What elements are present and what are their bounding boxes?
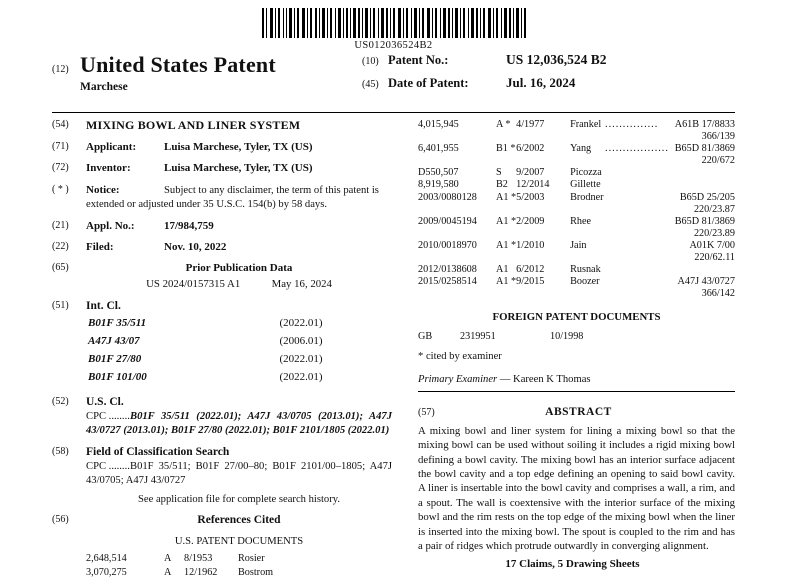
reference-kind: A * bbox=[496, 118, 511, 130]
appl-no-label: Appl. No.: bbox=[86, 220, 135, 233]
reference-date: 2/2009 bbox=[516, 215, 545, 227]
field-of-search-text: B01F 35/511; B01F 27/00–80; B01F 2101/00–1805; A47J 43/0705; A47J 43/0727 bbox=[86, 461, 392, 487]
reference-date: 12/2014 bbox=[516, 178, 550, 190]
code-71: (71) bbox=[52, 141, 69, 153]
code-72: (72) bbox=[52, 162, 69, 174]
reference-kind: A1 * bbox=[496, 191, 517, 203]
int-cl-year: (2022.01) bbox=[279, 316, 323, 329]
reference-classification: A61B 17/8833 bbox=[674, 118, 735, 130]
reference-row bbox=[418, 118, 735, 130]
claims-drawings-line: 17 Claims, 5 Drawing Sheets bbox=[505, 558, 640, 570]
reference-date: 12/1962 bbox=[184, 567, 218, 579]
inventor-label: Inventor: bbox=[86, 162, 131, 175]
field-appl-no bbox=[52, 219, 392, 233]
reference-patent-number: 2003/0080128 bbox=[418, 191, 477, 203]
reference-name: Rosier bbox=[238, 553, 265, 565]
reference-date: 8/1953 bbox=[184, 553, 213, 565]
reference-subclass: 220/23.89 bbox=[693, 227, 735, 239]
reference-kind: A1 * bbox=[496, 275, 517, 287]
reference-patent-number: 2,648,514 bbox=[86, 553, 127, 565]
reference-name: Frankel bbox=[570, 118, 602, 130]
patent-date-row bbox=[362, 75, 735, 91]
reference-subrow bbox=[418, 227, 735, 239]
filed-value: Nov. 10, 2022 bbox=[164, 241, 227, 254]
code-12: (12) bbox=[52, 64, 69, 75]
field-filed bbox=[52, 240, 392, 254]
barcode-image bbox=[262, 8, 526, 38]
reference-dots: ............... bbox=[605, 118, 659, 130]
applicant-label: Applicant: bbox=[86, 141, 137, 154]
prior-publication-date: May 16, 2024 bbox=[271, 278, 332, 291]
reference-dots bbox=[605, 178, 672, 190]
reference-kind: S bbox=[496, 166, 502, 178]
field-inventor bbox=[52, 161, 392, 175]
reference-row bbox=[418, 263, 735, 275]
reference-kind: A bbox=[164, 553, 172, 565]
reference-name: Rusnak bbox=[570, 263, 601, 275]
reference-dots bbox=[605, 239, 672, 251]
field-notice bbox=[52, 183, 392, 213]
reference-name: Brodner bbox=[570, 191, 604, 203]
field-title bbox=[52, 118, 392, 133]
us-cl-lead: CPC ........ bbox=[86, 410, 130, 422]
reference-subrow bbox=[418, 203, 735, 215]
reference-patent-number: 8,919,580 bbox=[418, 178, 459, 190]
invention-title: MIXING BOWL AND LINER SYSTEM bbox=[86, 118, 301, 132]
foreign-date: 10/1998 bbox=[550, 330, 584, 342]
reference-row bbox=[418, 191, 735, 203]
reference-kind: A bbox=[164, 567, 172, 579]
reference-row bbox=[418, 215, 735, 227]
int-cl-code: B01F 27/80 bbox=[88, 352, 142, 365]
patent-number-label: Patent No.: bbox=[388, 53, 449, 67]
patent-date-value: Jul. 16, 2024 bbox=[506, 75, 576, 90]
code-star: ( * ) bbox=[52, 183, 69, 195]
abstract-text: A mixing bowl and liner system for lining a mixing bowl so that the mixing bowl can be used without soiling it includes a rigid mixing bowl defining a bowl cavity. The mixing bowl has an interior surface adjacent the bowl cavity and a top edge defining an opening to said bowl cavity. A liner is insertable into the bowl cavity and comprises a wall, a rim, and a spout. The wall is coextensive with the interior surface of the mixing bowl and the rim rests on the top edge of the mixing bowl when the liner is inserted into the mixing bowl. The spout is coupled to the rim and has a pair of ridges which protrude outwardly in converging alignment. bbox=[418, 425, 735, 552]
int-cl-code: A47J 43/07 bbox=[88, 334, 140, 347]
reference-patent-number: 6,401,955 bbox=[418, 142, 459, 154]
reference-date: 4/1977 bbox=[516, 118, 545, 130]
reference-dots bbox=[605, 263, 672, 275]
code-22: (22) bbox=[52, 241, 69, 253]
reference-subrow bbox=[418, 154, 735, 166]
reference-subrow bbox=[418, 287, 735, 299]
reference-date: 9/2015 bbox=[516, 275, 545, 287]
patent-header bbox=[52, 52, 735, 98]
reference-classification bbox=[672, 166, 735, 178]
reference-patent-number: 2009/0045194 bbox=[418, 215, 477, 227]
code-45: (45) bbox=[362, 79, 379, 90]
foreign-reference-row bbox=[418, 330, 735, 342]
reference-subclass: 220/23.87 bbox=[693, 203, 735, 215]
reference-classification: A01K 7/00 bbox=[689, 239, 735, 251]
reference-classification: B65D 81/3869 bbox=[674, 215, 735, 227]
prior-publication-number: US 2024/0157315 A1 bbox=[146, 278, 241, 291]
header-right bbox=[352, 52, 735, 98]
reference-patent-number: 3,070,275 bbox=[86, 567, 127, 579]
cited-by-examiner-note: * cited by examiner bbox=[418, 351, 502, 362]
primary-examiner-label: Primary Examiner bbox=[418, 374, 498, 385]
reference-kind: B2 bbox=[496, 178, 508, 190]
reference-subclass: 366/142 bbox=[701, 287, 735, 299]
foreign-references-table bbox=[418, 330, 735, 342]
reference-row bbox=[86, 566, 392, 580]
field-prior-publication bbox=[52, 261, 392, 292]
header-divider bbox=[52, 112, 735, 113]
notice-text: Subject to any disclaimer, the term of this patent is extended or adjusted under 35 U.S.C. 154(b) by 58 days. bbox=[86, 184, 379, 211]
reference-dots bbox=[605, 275, 672, 287]
code-58: (58) bbox=[52, 446, 69, 458]
prior-publication-heading: Prior Publication Data bbox=[185, 262, 293, 275]
reference-subclass: 220/62.11 bbox=[694, 251, 735, 263]
reference-dots bbox=[605, 191, 672, 203]
field-int-cl bbox=[52, 299, 392, 388]
code-52: (52) bbox=[52, 396, 69, 408]
reference-classification bbox=[672, 178, 735, 190]
reference-subrow bbox=[418, 251, 735, 263]
header-left bbox=[52, 52, 352, 98]
primary-examiner bbox=[418, 374, 735, 385]
code-10: (10) bbox=[362, 56, 379, 67]
appl-no-value: 17/984,759 bbox=[164, 220, 214, 233]
reference-row bbox=[418, 166, 735, 178]
reference-dots: .................. bbox=[605, 142, 669, 154]
reference-classification: B65D 81/3869 bbox=[674, 142, 735, 154]
reference-date: 6/2012 bbox=[516, 263, 545, 275]
us-references-table-right bbox=[418, 118, 735, 299]
foreign-patent-documents-heading: FOREIGN PATENT DOCUMENTS bbox=[492, 311, 661, 323]
code-54: (54) bbox=[52, 119, 69, 130]
foreign-number: 2319951 bbox=[460, 330, 496, 342]
inventor-surname: Marchese bbox=[80, 81, 128, 93]
field-field-of-search bbox=[52, 445, 392, 506]
reference-subrow bbox=[418, 130, 735, 142]
reference-date: 5/2003 bbox=[516, 191, 545, 203]
field-applicant bbox=[52, 140, 392, 154]
field-us-cl bbox=[52, 395, 392, 438]
reference-dots bbox=[605, 166, 672, 178]
us-cl-label: U.S. Cl. bbox=[86, 396, 124, 409]
reference-row bbox=[418, 142, 735, 154]
int-cl-year: (2022.01) bbox=[279, 352, 323, 365]
field-of-search-lead: CPC ........ bbox=[86, 461, 130, 473]
field-references-cited bbox=[52, 513, 392, 579]
reference-classification: A47J 43/0727 bbox=[677, 275, 735, 287]
notice-label: Notice: bbox=[86, 183, 120, 196]
int-cl-row bbox=[88, 352, 390, 368]
barcode-block bbox=[262, 8, 526, 51]
us-cl-text: B01F 35/511 (2022.01); A47J 43/0705 (2013.01); A47J 43/0727 (2013.01); B01F 27/80 (2022.01); B01F 2101/1805 (2022.01) bbox=[86, 410, 392, 437]
code-21: (21) bbox=[52, 220, 69, 232]
code-57: (57) bbox=[418, 407, 435, 418]
reference-dots bbox=[605, 215, 672, 227]
barcode-number: US012036524B2 bbox=[354, 40, 433, 51]
int-cl-code: B01F 35/511 bbox=[88, 316, 147, 329]
reference-subclass: 366/139 bbox=[701, 130, 735, 142]
patent-number-value: US 12,036,524 B2 bbox=[506, 52, 607, 67]
inventor-value: Luisa Marchese, Tyler, TX (US) bbox=[164, 162, 313, 175]
reference-name: Jain bbox=[570, 239, 587, 251]
reference-row bbox=[418, 178, 735, 190]
reference-name: Bostrom bbox=[238, 567, 274, 579]
int-cl-table bbox=[86, 314, 392, 388]
int-cl-row bbox=[88, 370, 390, 386]
abstract-heading: ABSTRACT bbox=[545, 406, 612, 418]
patent-number-row bbox=[362, 52, 735, 68]
us-references-table-left bbox=[86, 552, 392, 580]
reference-row bbox=[86, 552, 392, 566]
reference-patent-number: 2012/0138608 bbox=[418, 263, 477, 275]
reference-row bbox=[418, 275, 735, 287]
field-of-search-label: Field of Classification Search bbox=[86, 446, 230, 459]
reference-name: Boozer bbox=[570, 275, 600, 287]
see-application-note: See application file for complete search history. bbox=[138, 493, 340, 505]
reference-classification: B65D 25/205 bbox=[679, 191, 735, 203]
reference-patent-number: 2010/0018970 bbox=[418, 239, 477, 251]
reference-date: 1/2010 bbox=[516, 239, 545, 251]
reference-patent-number: 2015/0258514 bbox=[418, 275, 477, 287]
reference-name: Rhee bbox=[570, 215, 592, 227]
int-cl-label: Int. Cl. bbox=[86, 300, 121, 313]
int-cl-year: (2022.01) bbox=[279, 371, 323, 384]
reference-name: Yang bbox=[570, 142, 592, 154]
foreign-country: GB bbox=[418, 330, 433, 342]
reference-patent-number: 4,015,945 bbox=[418, 118, 459, 130]
int-cl-row bbox=[88, 316, 390, 332]
reference-date: 6/2002 bbox=[516, 142, 545, 154]
reference-subclass: 220/672 bbox=[701, 154, 735, 166]
abstract-heading-row bbox=[418, 406, 735, 418]
reference-kind: A1 * bbox=[496, 239, 517, 251]
int-cl-year: (2006.01) bbox=[279, 334, 323, 347]
left-column bbox=[52, 118, 404, 579]
int-cl-row bbox=[88, 334, 390, 350]
reference-name: Picozza bbox=[570, 166, 602, 178]
us-patent-documents-heading: U.S. PATENT DOCUMENTS bbox=[174, 536, 304, 548]
reference-classification bbox=[672, 263, 735, 275]
columns bbox=[52, 118, 735, 579]
filed-label: Filed: bbox=[86, 241, 114, 254]
int-cl-code: B01F 101/00 bbox=[88, 371, 147, 384]
code-56: (56) bbox=[52, 514, 69, 526]
reference-name: Gillette bbox=[570, 178, 601, 190]
right-column bbox=[404, 118, 735, 570]
applicant-value: Luisa Marchese, Tyler, TX (US) bbox=[164, 141, 313, 154]
reference-kind: A1 bbox=[496, 263, 509, 275]
patent-date-label: Date of Patent: bbox=[388, 76, 469, 90]
examiner-divider bbox=[418, 391, 735, 392]
references-cited-heading: References Cited bbox=[197, 514, 281, 527]
page-title: United States Patent bbox=[80, 52, 276, 77]
reference-kind: A1 * bbox=[496, 215, 517, 227]
code-65: (65) bbox=[52, 262, 69, 274]
reference-kind: B1 * bbox=[496, 142, 516, 154]
code-51: (51) bbox=[52, 300, 69, 312]
reference-patent-number: D550,507 bbox=[418, 166, 459, 178]
reference-date: 9/2007 bbox=[516, 166, 545, 178]
reference-row bbox=[418, 239, 735, 251]
primary-examiner-name: — Kareen K Thomas bbox=[499, 374, 591, 385]
